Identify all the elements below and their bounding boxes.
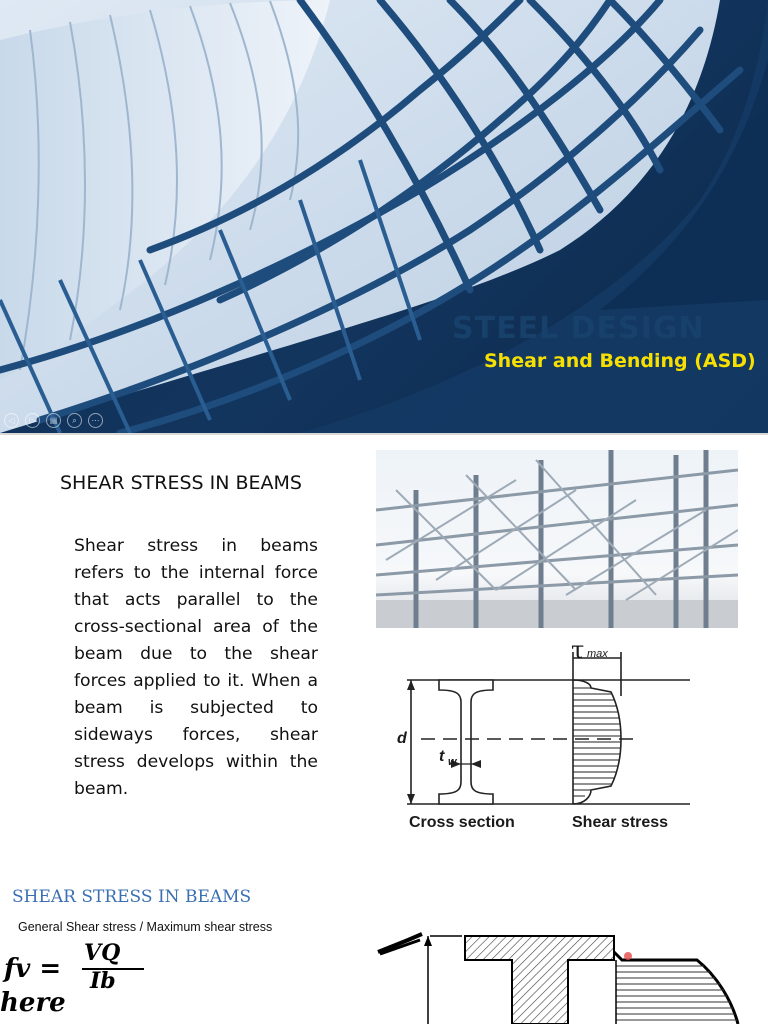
steel-frame-photo: [376, 450, 738, 628]
slide-controls: [4, 413, 103, 428]
shear-stress-diagram: [395, 636, 703, 846]
formula-lhs: fv =: [4, 954, 62, 984]
web-thickness-label: t: [439, 748, 445, 765]
shear-stress-label: Shear stress: [572, 814, 669, 831]
slides-grid-icon[interactable]: ▤: [46, 413, 61, 428]
title-slide: [0, 0, 768, 433]
slide3-heading: SHEAR STRESS IN BEAMS: [12, 887, 252, 907]
formula-numerator: VQ: [84, 940, 121, 966]
web-thickness-subscript: w: [448, 756, 457, 768]
next-slide-icon[interactable]: ▷: [25, 413, 40, 428]
tau-symbol: τ: [571, 636, 585, 664]
slide-divider: [0, 433, 768, 435]
presentation-title: STEEL DESIGN: [452, 311, 705, 346]
presentation-subtitle: Shear and Bending (ASD): [484, 350, 756, 372]
tau-subscript: max: [587, 648, 608, 660]
tee-section-diagram: [372, 926, 768, 1024]
more-options-icon[interactable]: ⋯: [88, 413, 103, 428]
slide-body-text: Shear stress in beams refers to the internal force that acts parallel to the cross-sectional area of the beam due to the shear forces applied to it. When a beam is subjected to sideways forces, shear stress develops within the beam.: [74, 536, 318, 799]
formula-denominator: Ib: [90, 968, 116, 994]
cross-section-label: Cross section: [409, 814, 515, 831]
previous-slide-icon[interactable]: ◁: [4, 413, 19, 428]
slide3-subheading: General Shear stress / Maximum shear stress: [18, 920, 273, 934]
zoom-icon[interactable]: ⌕: [67, 413, 82, 428]
depth-label: d: [397, 730, 407, 747]
slide-heading: SHEAR STRESS IN BEAMS: [60, 472, 302, 494]
where-label: here: [0, 988, 66, 1018]
